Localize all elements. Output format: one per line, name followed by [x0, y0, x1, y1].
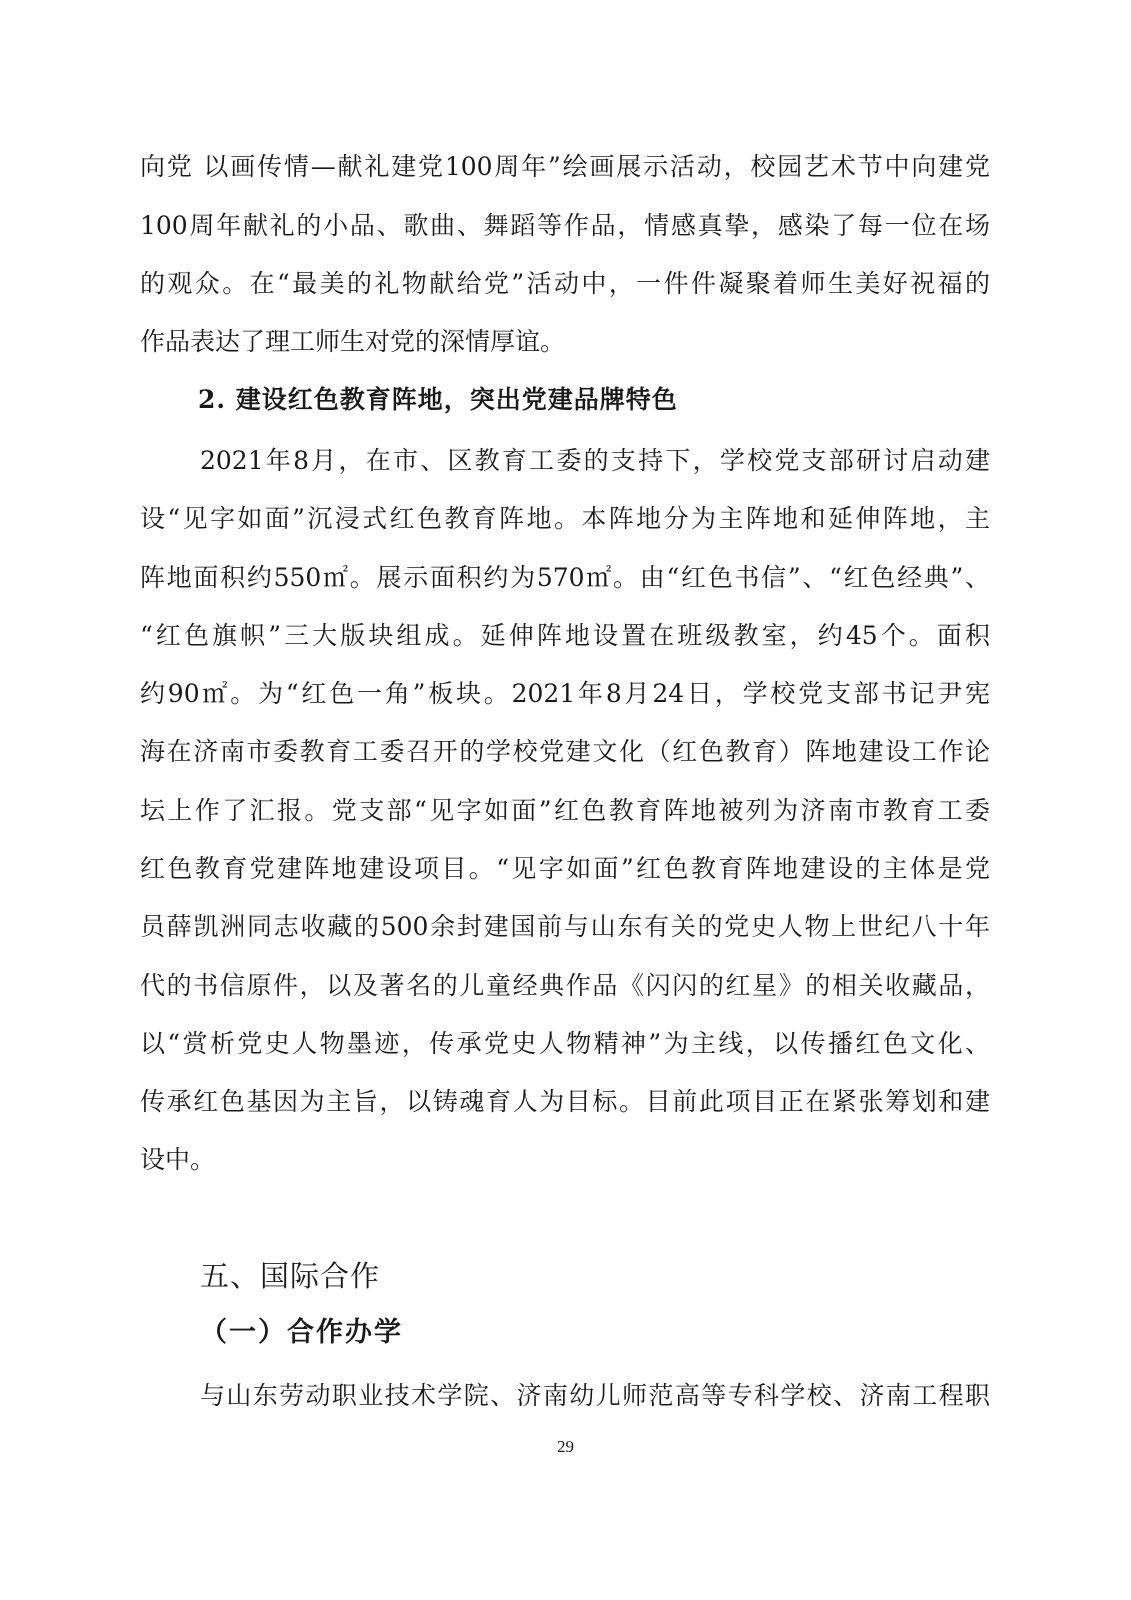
paragraph-line: 100周年献礼的小品、歌曲、舞蹈等作品，情感真挚，感染了每一位在场 [140, 211, 990, 240]
paragraph-line: 约90㎡。为“红色一角”板块。2021年8月24日，学校党支部书记尹宪 [140, 679, 990, 708]
paragraph-line: 向党 以画传情—献礼建党100周年”绘画展示活动，校园艺术节中向建党 [140, 152, 990, 181]
paragraph-line: 作品表达了理工师生对党的深情厚谊。 [140, 327, 566, 356]
paragraph-line: 的观众。在“最美的礼物献给党”活动中，一件件凝聚着师生美好祝福的 [140, 269, 990, 298]
paragraph-line: 阵地面积约550㎡。展示面积约为570㎡。由“红色书信”、“红色经典”、 [140, 563, 990, 592]
paragraph-line: 红色教育党建阵地建设项目。“见字如面”红色教育阵地建设的主体是党 [140, 854, 990, 883]
paragraph-line: “红色旗帜”三大版块组成。延伸阵地设置在班级教室，约45个。面积 [140, 621, 990, 650]
page-number: 29 [557, 1437, 574, 1456]
paragraph-line: 员薛凯洲同志收藏的500余封建国前与山东有关的党史人物上世纪八十年 [140, 912, 990, 941]
paragraph-line: 与山东劳动职业技术学院、济南幼儿师范高等专科学校、济南工程职 [200, 1381, 990, 1410]
paragraph-line: 坛上作了汇报。党支部“见字如面”红色教育阵地被列为济南市教育工委 [140, 796, 990, 825]
subheading-red-education-base: 2. 建设红色教育阵地，突出党建品牌特色 [198, 385, 678, 414]
subsection-heading-cooperative-education: （一）合作办学 [200, 1317, 403, 1348]
paragraph-line: 设“见字如面”沉浸式红色教育阵地。本阵地分为主阵地和延伸阵地，主 [140, 504, 990, 533]
paragraph-line: 海在济南市委教育工委召开的学校党建文化（红色教育）阵地建设工作论 [140, 737, 990, 766]
paragraph-line: 2021年8月，在市、区教育工委的支持下，学校党支部研讨启动建 [200, 446, 990, 475]
section-heading-international-cooperation: 五、国际合作 [200, 1259, 381, 1293]
paragraph-line: 代的书信原件，以及著名的儿童经典作品《闪闪的红星》的相关收藏品， [140, 971, 990, 1000]
paragraph-line: 传承红色基因为主旨，以铸魂育人为目标。目前此项目正在紧张筹划和建 [140, 1087, 990, 1116]
paragraph-line: 以“赏析党史人物墨迹，传承党史人物精神”为主线，以传播红色文化、 [140, 1029, 990, 1058]
paragraph-line: 设中。 [140, 1145, 216, 1174]
